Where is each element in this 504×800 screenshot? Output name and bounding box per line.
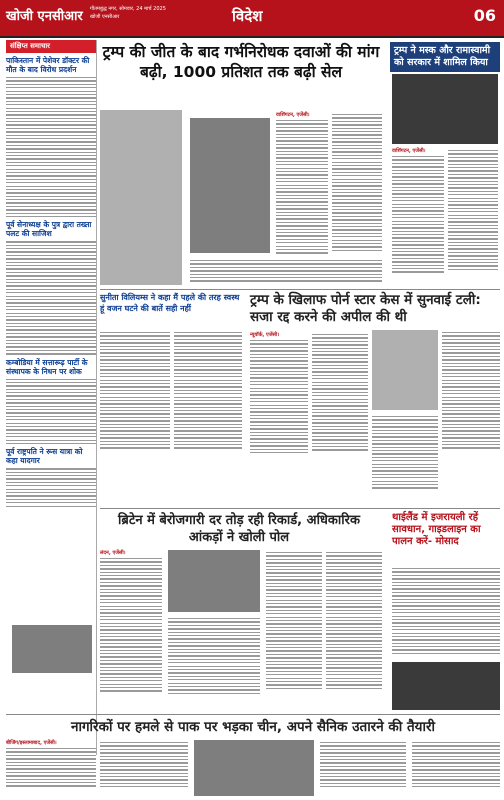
porn-column-2: [312, 332, 368, 453]
britain-column-4: [326, 550, 382, 691]
thailand-photo: [392, 662, 500, 710]
lead-column-2: [332, 112, 382, 253]
brief-headline: पूर्व राष्ट्रपति ने रूस यात्रा को कहा यादगार: [6, 447, 83, 466]
divider: [100, 289, 500, 290]
porn-column-4: [372, 414, 438, 491]
protest-photo-left: [100, 110, 182, 285]
masthead-meta: [90, 5, 166, 21]
musk-dateline: वाशिंगटन, एजेंसी।: [392, 148, 426, 154]
porn-column-1: [250, 332, 308, 455]
porn-case-headline: ट्रम्प के खिलाफ पोर्न स्टार केस में सुनवाई टली: सजा रद्द करने की अपील की थी: [250, 292, 481, 325]
date-line: गौतमबुद्ध नगर, सोमवार, 24 मार्च 2025: [90, 6, 166, 12]
brief-text: [6, 241, 96, 354]
lead-dateline: वाशिंगटन, एजेंसी।: [276, 112, 310, 118]
musk-column-2: [448, 148, 498, 272]
britain-column-1: [100, 550, 162, 694]
musk-column-1: [392, 148, 444, 275]
divider: [6, 714, 500, 715]
masthead-rule: [0, 36, 504, 38]
bottom-column-2: [100, 740, 188, 790]
section-title: विदेश: [232, 7, 263, 25]
brief-headline: पाकिस्तान में पेशेवर डॉक्टर की मौत के बाद विरोध प्रदर्शन: [6, 56, 90, 74]
sunita-headline: सुनीता विलियम्स ने कहा मैं पहले की तरह स्वस्थ हूं वजन घटने की बातें सही नहीं: [100, 293, 240, 313]
bottom-headline: नागरिकों पर हमले से पाक पर भड़का चीन, अपने सैनिक उतारने की तैयारी: [70, 719, 436, 735]
lead-lower-text: [190, 258, 382, 284]
sidebar-photo: [12, 625, 92, 673]
brief-text: [6, 468, 96, 507]
sunita-column-1: [100, 330, 170, 451]
sidebar-label: संक्षिप्त समाचार: [6, 40, 96, 53]
musk-headline: ट्रम्प ने मस्क और रामास्वामी को सरकार में शामिल किया: [390, 42, 500, 72]
page-number: 06: [473, 6, 496, 25]
newspaper-brand: खोजी एनसीआर: [6, 9, 83, 24]
brief-text: [6, 379, 96, 445]
porn-column-3: [442, 330, 500, 451]
bottom-column-3: [320, 740, 406, 790]
brief-text: [6, 77, 96, 217]
bottom-dateline: बीजिंग/इस्लामाबाद, एजेंसी।: [6, 740, 57, 746]
britain-dateline: लंदन, एजेंसी।: [100, 550, 126, 556]
china-pakistan-photo: [194, 740, 314, 796]
bottom-column-1: [6, 740, 96, 789]
thailand-headline: थाईलैंड में इजरायली रहें सावधान, गाइडलाइन का पालन करें- मोसाद: [392, 512, 481, 547]
brief-headline: पूर्व सेनाध्यक्ष के पुत्र द्वारा तख्ता पलट की साजिश: [6, 220, 92, 239]
brief-headline: कम्बोडिया में सत्तारूढ़ पार्टी के संस्थापक के निधन पर शोक: [6, 357, 88, 376]
britain-photo: [168, 550, 260, 612]
thailand-text: [392, 566, 500, 656]
lead-column-1: [276, 112, 328, 256]
masthead: [0, 0, 504, 36]
protest-photo-right: [190, 118, 270, 253]
musk-ramaswamy-photo: [392, 74, 498, 144]
trump-photo: [372, 330, 438, 410]
porn-dateline: न्यूयॉर्क, एजेंसी।: [250, 332, 280, 338]
bottom-column-4: [412, 740, 500, 790]
divider: [100, 508, 500, 509]
lead-headline: ट्रम्प की जीत के बाद गर्भनिरोधक दवाओं की मांग बढ़ी, 1000 प्रतिशत तक बढ़ी सेल: [102, 43, 380, 81]
paper-name-small: खोजी एनसीआर: [90, 14, 120, 20]
britain-headline: ब्रिटेन में बेरोजगारी दर तोड़ रही रिकार्ड, अधिकारिक आंकड़ों ने खोली पोल: [118, 513, 360, 545]
sunita-column-2: [174, 330, 242, 451]
britain-column-2: [168, 616, 260, 696]
britain-column-3: [266, 550, 322, 691]
